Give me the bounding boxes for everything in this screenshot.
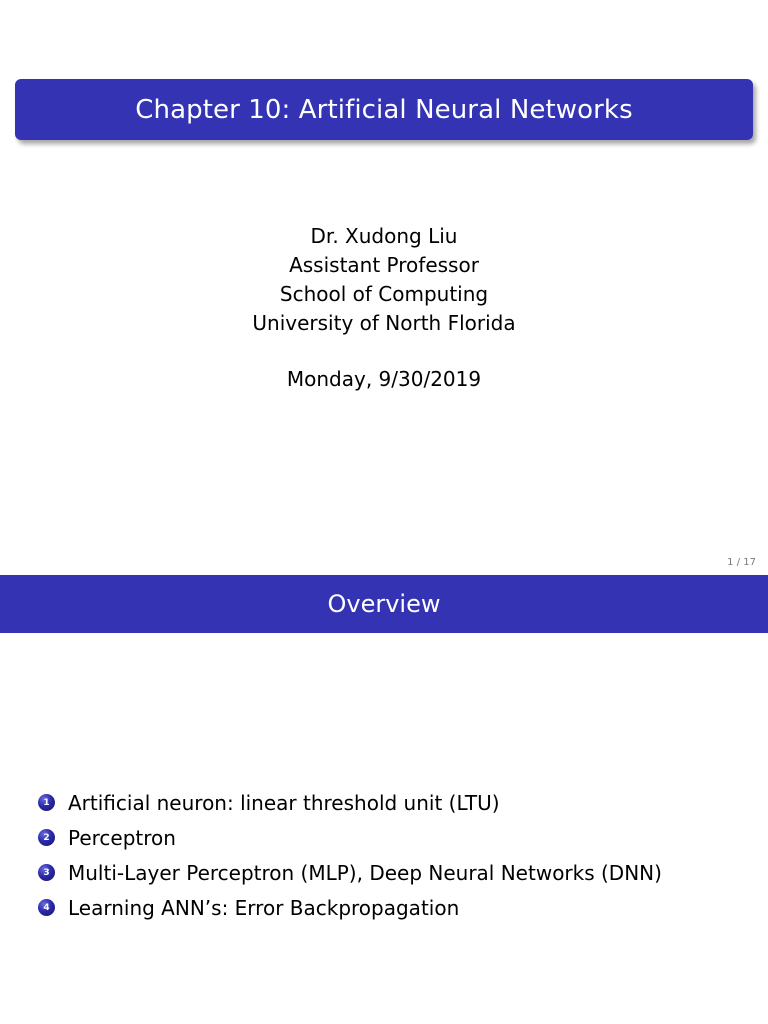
title-banner (15, 79, 753, 140)
list-item-text: Learning ANN’s: Error Backpropagation (68, 895, 460, 920)
numbered-ball-icon: 3 (38, 864, 55, 881)
frame-title: Overview (327, 590, 441, 618)
frame-title-bar (0, 575, 768, 633)
list-item (38, 855, 662, 890)
author-department: School of Computing (279, 282, 489, 306)
author-name: Dr. Xudong Liu (310, 224, 458, 248)
numbered-ball-icon: 4 (38, 899, 55, 916)
author-institution: University of North Florida (252, 311, 516, 335)
list-item (38, 785, 662, 820)
list-item-text: Perceptron (68, 825, 176, 850)
page-number: 1 / 17 (727, 557, 756, 568)
overview-slide (0, 575, 768, 1024)
author-position: Assistant Professor (289, 253, 479, 277)
overview-list (38, 785, 662, 925)
list-item-text: Multi-Layer Perceptron (MLP), Deep Neural Networks (DNN) (68, 860, 662, 885)
numbered-ball-icon: 2 (38, 829, 55, 846)
slide-title: Chapter 10: Artificial Neural Networks (135, 94, 633, 125)
list-item (38, 820, 662, 855)
numbered-ball-icon: 1 (38, 794, 55, 811)
list-item (38, 890, 662, 925)
author-block (0, 222, 768, 338)
presentation-date: Monday, 9/30/2019 (286, 367, 482, 391)
list-item-text: Artificial neuron: linear threshold unit (LTU) (68, 790, 500, 815)
